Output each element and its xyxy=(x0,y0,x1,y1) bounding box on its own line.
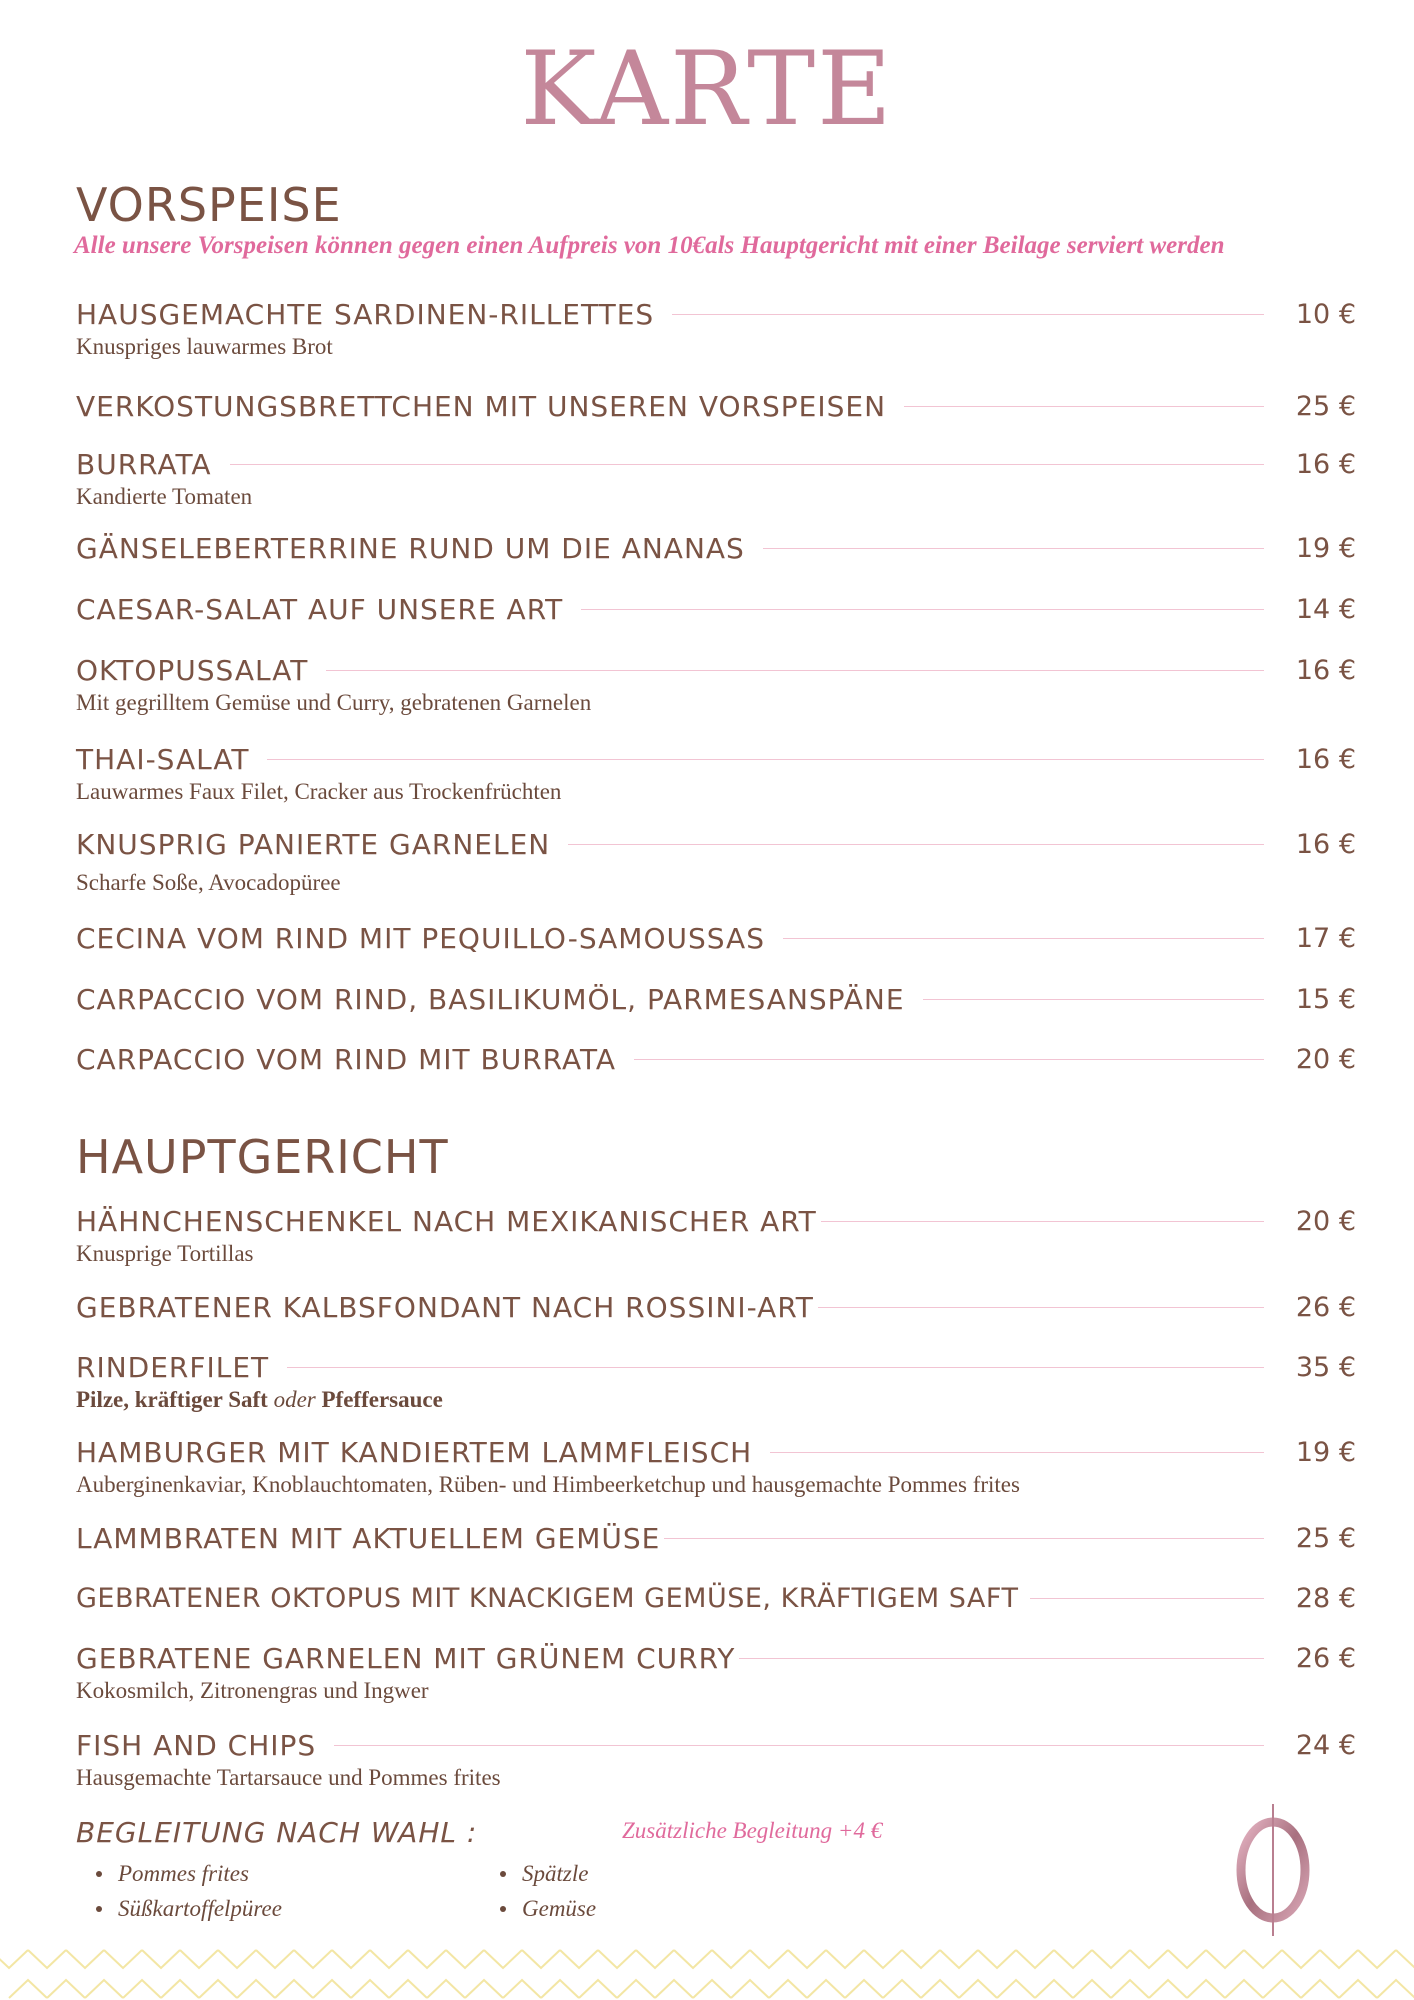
leader-line xyxy=(581,609,1264,610)
item-name: FISH AND CHIPS xyxy=(76,1728,317,1762)
item-name: KNUSPRIG PANIERTE GARNELEN xyxy=(76,827,551,861)
leader-line xyxy=(568,844,1264,845)
item-price: 20 € xyxy=(1295,1043,1356,1075)
item-description: Mit gegrilltem Gemüse und Curry, gebratenen Garnelen xyxy=(76,690,592,715)
menu-title: KARTE xyxy=(520,30,894,149)
leader-line xyxy=(1030,1598,1264,1599)
item-price: 16 € xyxy=(1295,828,1356,860)
item-price: 17 € xyxy=(1295,922,1356,954)
item-price: 20 € xyxy=(1295,1205,1356,1237)
item-price: 24 € xyxy=(1295,1729,1356,1761)
item-price: 16 € xyxy=(1295,654,1356,686)
menu-item xyxy=(76,1580,1356,1616)
item-name: OKTOPUSSALAT xyxy=(76,653,309,687)
menu-item xyxy=(76,591,1356,627)
item-price: 28 € xyxy=(1295,1582,1356,1614)
item-name: BURRATA xyxy=(76,447,212,481)
item-name: VERKOSTUNGSBRETTCHEN MIT UNSEREN VORSPEISEN xyxy=(76,389,887,423)
item-price: 16 € xyxy=(1295,743,1356,775)
item-name: GEBRATENER OKTOPUS MIT KNACKIGEM GEMÜSE, KRÄFTIGEM SAFT xyxy=(76,1582,1019,1614)
sides-extra-price: Zusätzliche Begleitung +4 € xyxy=(622,1818,883,1843)
menu-item xyxy=(76,981,1356,1017)
menu-item xyxy=(76,1041,1356,1077)
sides-title: BEGLEITUNG NACH WAHL : xyxy=(76,1816,478,1849)
item-price: 15 € xyxy=(1295,983,1356,1015)
item-price: 19 € xyxy=(1295,1436,1356,1468)
leader-line xyxy=(821,1221,1264,1222)
item-price: 19 € xyxy=(1295,532,1356,564)
leader-line xyxy=(230,464,1264,465)
item-description: Knusprige Tortillas xyxy=(76,1241,254,1266)
leader-line xyxy=(763,548,1264,549)
side-option: Pommes frites xyxy=(76,1856,282,1891)
item-name: RINDERFILET xyxy=(76,1350,270,1384)
desc-option-2: Pfeffersauce xyxy=(321,1387,443,1412)
item-price: 26 € xyxy=(1295,1642,1356,1674)
item-description: Lauwarmes Faux Filet, Cracker aus Trockenfrüchten xyxy=(76,779,562,804)
item-name: CAESAR-SALAT AUF UNSERE ART xyxy=(76,592,564,626)
section-heading-mains: HAUPTGERICHT xyxy=(76,1130,449,1184)
item-name: GÄNSELEBERTERRINE RUND UM DIE ANANAS xyxy=(76,531,745,565)
menu-item xyxy=(76,826,1356,896)
item-name: HAMBURGER MIT KANDIERTEM LAMMFLEISCH xyxy=(76,1435,753,1469)
menu-item xyxy=(76,652,1356,716)
item-description: Hausgemachte Tartarsauce und Pommes frites xyxy=(76,1765,501,1790)
sides-list-left xyxy=(76,1856,282,1926)
item-price: 25 € xyxy=(1295,390,1356,422)
leader-line xyxy=(287,1367,1264,1368)
leader-line xyxy=(334,1745,1264,1746)
sides-list-right xyxy=(480,1856,596,1926)
leader-line xyxy=(783,938,1264,939)
menu-item xyxy=(76,1640,1356,1704)
menu-item xyxy=(76,920,1356,956)
item-description: Scharfe Soße, Avocadopüree xyxy=(76,870,341,895)
item-price: 16 € xyxy=(1295,448,1356,480)
item-price: 10 € xyxy=(1295,298,1356,330)
item-description: Auberginenkaviar, Knoblauchtomaten, Rüben- und Himbeerketchup und hausgemachte Pommes frites xyxy=(76,1472,1020,1497)
section-heading-starters: VORSPEISE xyxy=(76,178,342,232)
menu-item xyxy=(76,296,1356,360)
side-option: Gemüse xyxy=(480,1891,596,1926)
item-name: GEBRATENER KALBSFONDANT NACH ROSSINI-ART xyxy=(76,1290,814,1324)
item-description: Knuspriges lauwarmes Brot xyxy=(76,334,333,359)
menu-item xyxy=(76,446,1356,510)
leader-line xyxy=(634,1059,1264,1060)
leader-line xyxy=(818,1307,1264,1308)
leader-line xyxy=(923,999,1264,1000)
item-name: CARPACCIO VOM RIND, BASILIKUMÖL, PARMESANSPÄNE xyxy=(76,982,905,1016)
item-price: 35 € xyxy=(1295,1351,1356,1383)
item-price: 14 € xyxy=(1295,593,1356,625)
menu-item xyxy=(76,1520,1356,1556)
side-option: Spätzle xyxy=(480,1856,596,1891)
item-description: Kandierte Tomaten xyxy=(76,484,253,509)
menu-item xyxy=(76,1349,1356,1413)
menu-item xyxy=(76,388,1356,424)
menu-item xyxy=(76,1434,1356,1498)
item-description xyxy=(76,1387,1356,1413)
menu-item xyxy=(76,741,1356,805)
item-description: Kokosmilch, Zitronengras und Ingwer xyxy=(76,1678,429,1703)
leader-line xyxy=(739,1658,1264,1659)
leader-line xyxy=(672,314,1264,315)
monogram-logo-icon xyxy=(1228,1800,1318,1940)
item-name: CARPACCIO VOM RIND MIT BURRATA xyxy=(76,1042,617,1076)
leader-line xyxy=(770,1452,1264,1453)
item-name: CECINA VOM RIND MIT PEQUILLO-SAMOUSSAS xyxy=(76,921,765,955)
menu-item xyxy=(76,1727,1356,1791)
leader-line xyxy=(326,670,1264,671)
decorative-zigzag-pattern xyxy=(0,1942,1414,2000)
item-name: LAMMBRATEN MIT AKTUELLEM GEMÜSE xyxy=(76,1521,661,1555)
menu-item xyxy=(76,530,1356,566)
menu-item xyxy=(76,1203,1356,1267)
desc-option-1: Pilze, kräftiger Saft xyxy=(76,1387,268,1412)
leader-line xyxy=(664,1538,1264,1539)
desc-or: oder xyxy=(273,1387,316,1412)
side-option: Süßkartoffelpüree xyxy=(76,1891,282,1926)
leader-line xyxy=(904,406,1264,407)
starters-note: Alle unsere Vorspeisen können gegen einen Aufpreis von 10€als Hauptgericht mit einer Beilage serviert werden xyxy=(74,232,1225,259)
item-price: 26 € xyxy=(1295,1291,1356,1323)
menu-item xyxy=(76,1289,1356,1325)
item-name: HÄHNCHENSCHENKEL NACH MEXIKANISCHER ART xyxy=(76,1204,817,1238)
item-name: GEBRATENE GARNELEN MIT GRÜNEM CURRY xyxy=(76,1641,736,1675)
leader-line xyxy=(267,759,1264,760)
item-name: HAUSGEMACHTE SARDINEN-RILLETTES xyxy=(76,297,655,331)
item-price: 25 € xyxy=(1295,1522,1356,1554)
item-name: THAI-SALAT xyxy=(76,742,250,776)
